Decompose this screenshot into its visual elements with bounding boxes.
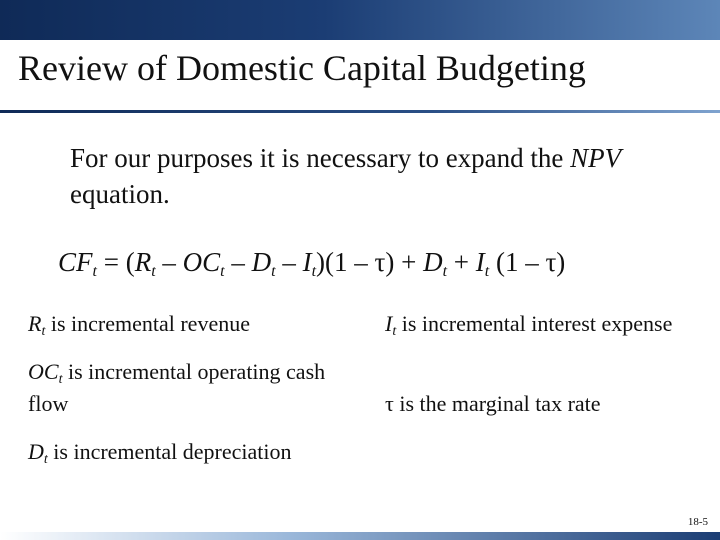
intro-npv: NPV [570, 143, 622, 173]
def-sub: t [41, 324, 46, 339]
definition-interest [385, 308, 685, 340]
eq-sub: t [484, 263, 490, 280]
definition-tax-rate [385, 388, 601, 420]
eq-text: (1 – τ) [489, 247, 566, 277]
def-symbol: τ [385, 391, 394, 416]
intro-text-before: For our purposes it is necessary to expand the [70, 143, 571, 173]
def-symbol: R [28, 311, 42, 336]
eq-text: – [275, 247, 303, 277]
def-text: is the marginal tax rate [393, 391, 601, 416]
footer-band [0, 532, 720, 540]
page-number: 18-5 [687, 516, 708, 528]
eq-sub: t [151, 263, 156, 280]
def-symbol: D [28, 439, 44, 464]
intro-text-after: equation. [70, 179, 170, 209]
eq-sub: t [92, 263, 97, 280]
definition-revenue [28, 308, 250, 340]
def-text: is incremental interest expense [396, 311, 673, 336]
title-divider [0, 110, 720, 113]
definition-operating-cash-flow [28, 356, 348, 420]
eq-sub: t [442, 263, 448, 280]
eq-text: + [447, 247, 476, 277]
def-sub: t [58, 372, 63, 387]
intro-paragraph [70, 140, 690, 212]
eq-d: D [251, 247, 272, 277]
def-text: is incremental depreciation [47, 439, 292, 464]
def-sub: t [392, 324, 397, 339]
cash-flow-equation [58, 242, 565, 282]
eq-d: D [423, 247, 443, 277]
slide-title: Review of Domestic Capital Budgeting [18, 48, 586, 88]
eq-sub: t [220, 263, 225, 280]
header-band [0, 0, 720, 40]
eq-cf: CF [58, 247, 93, 277]
eq-r: R [134, 247, 152, 277]
eq-text: – [224, 247, 252, 277]
def-sub: t [43, 452, 48, 467]
eq-sub: t [311, 263, 317, 280]
eq-oc: OC [182, 247, 221, 277]
eq-i: I [475, 247, 485, 277]
definition-depreciation [28, 436, 292, 468]
def-text: is incremental revenue [45, 311, 250, 336]
eq-text: = ( [96, 247, 135, 277]
def-symbol: I [385, 311, 393, 336]
eq-text: )(1 – τ) + [316, 247, 424, 277]
eq-sub: t [271, 263, 276, 280]
def-text: is incremental operating cash flow [28, 359, 326, 416]
def-symbol: OC [28, 359, 59, 384]
eq-i: I [302, 247, 312, 277]
eq-text: – [155, 247, 183, 277]
